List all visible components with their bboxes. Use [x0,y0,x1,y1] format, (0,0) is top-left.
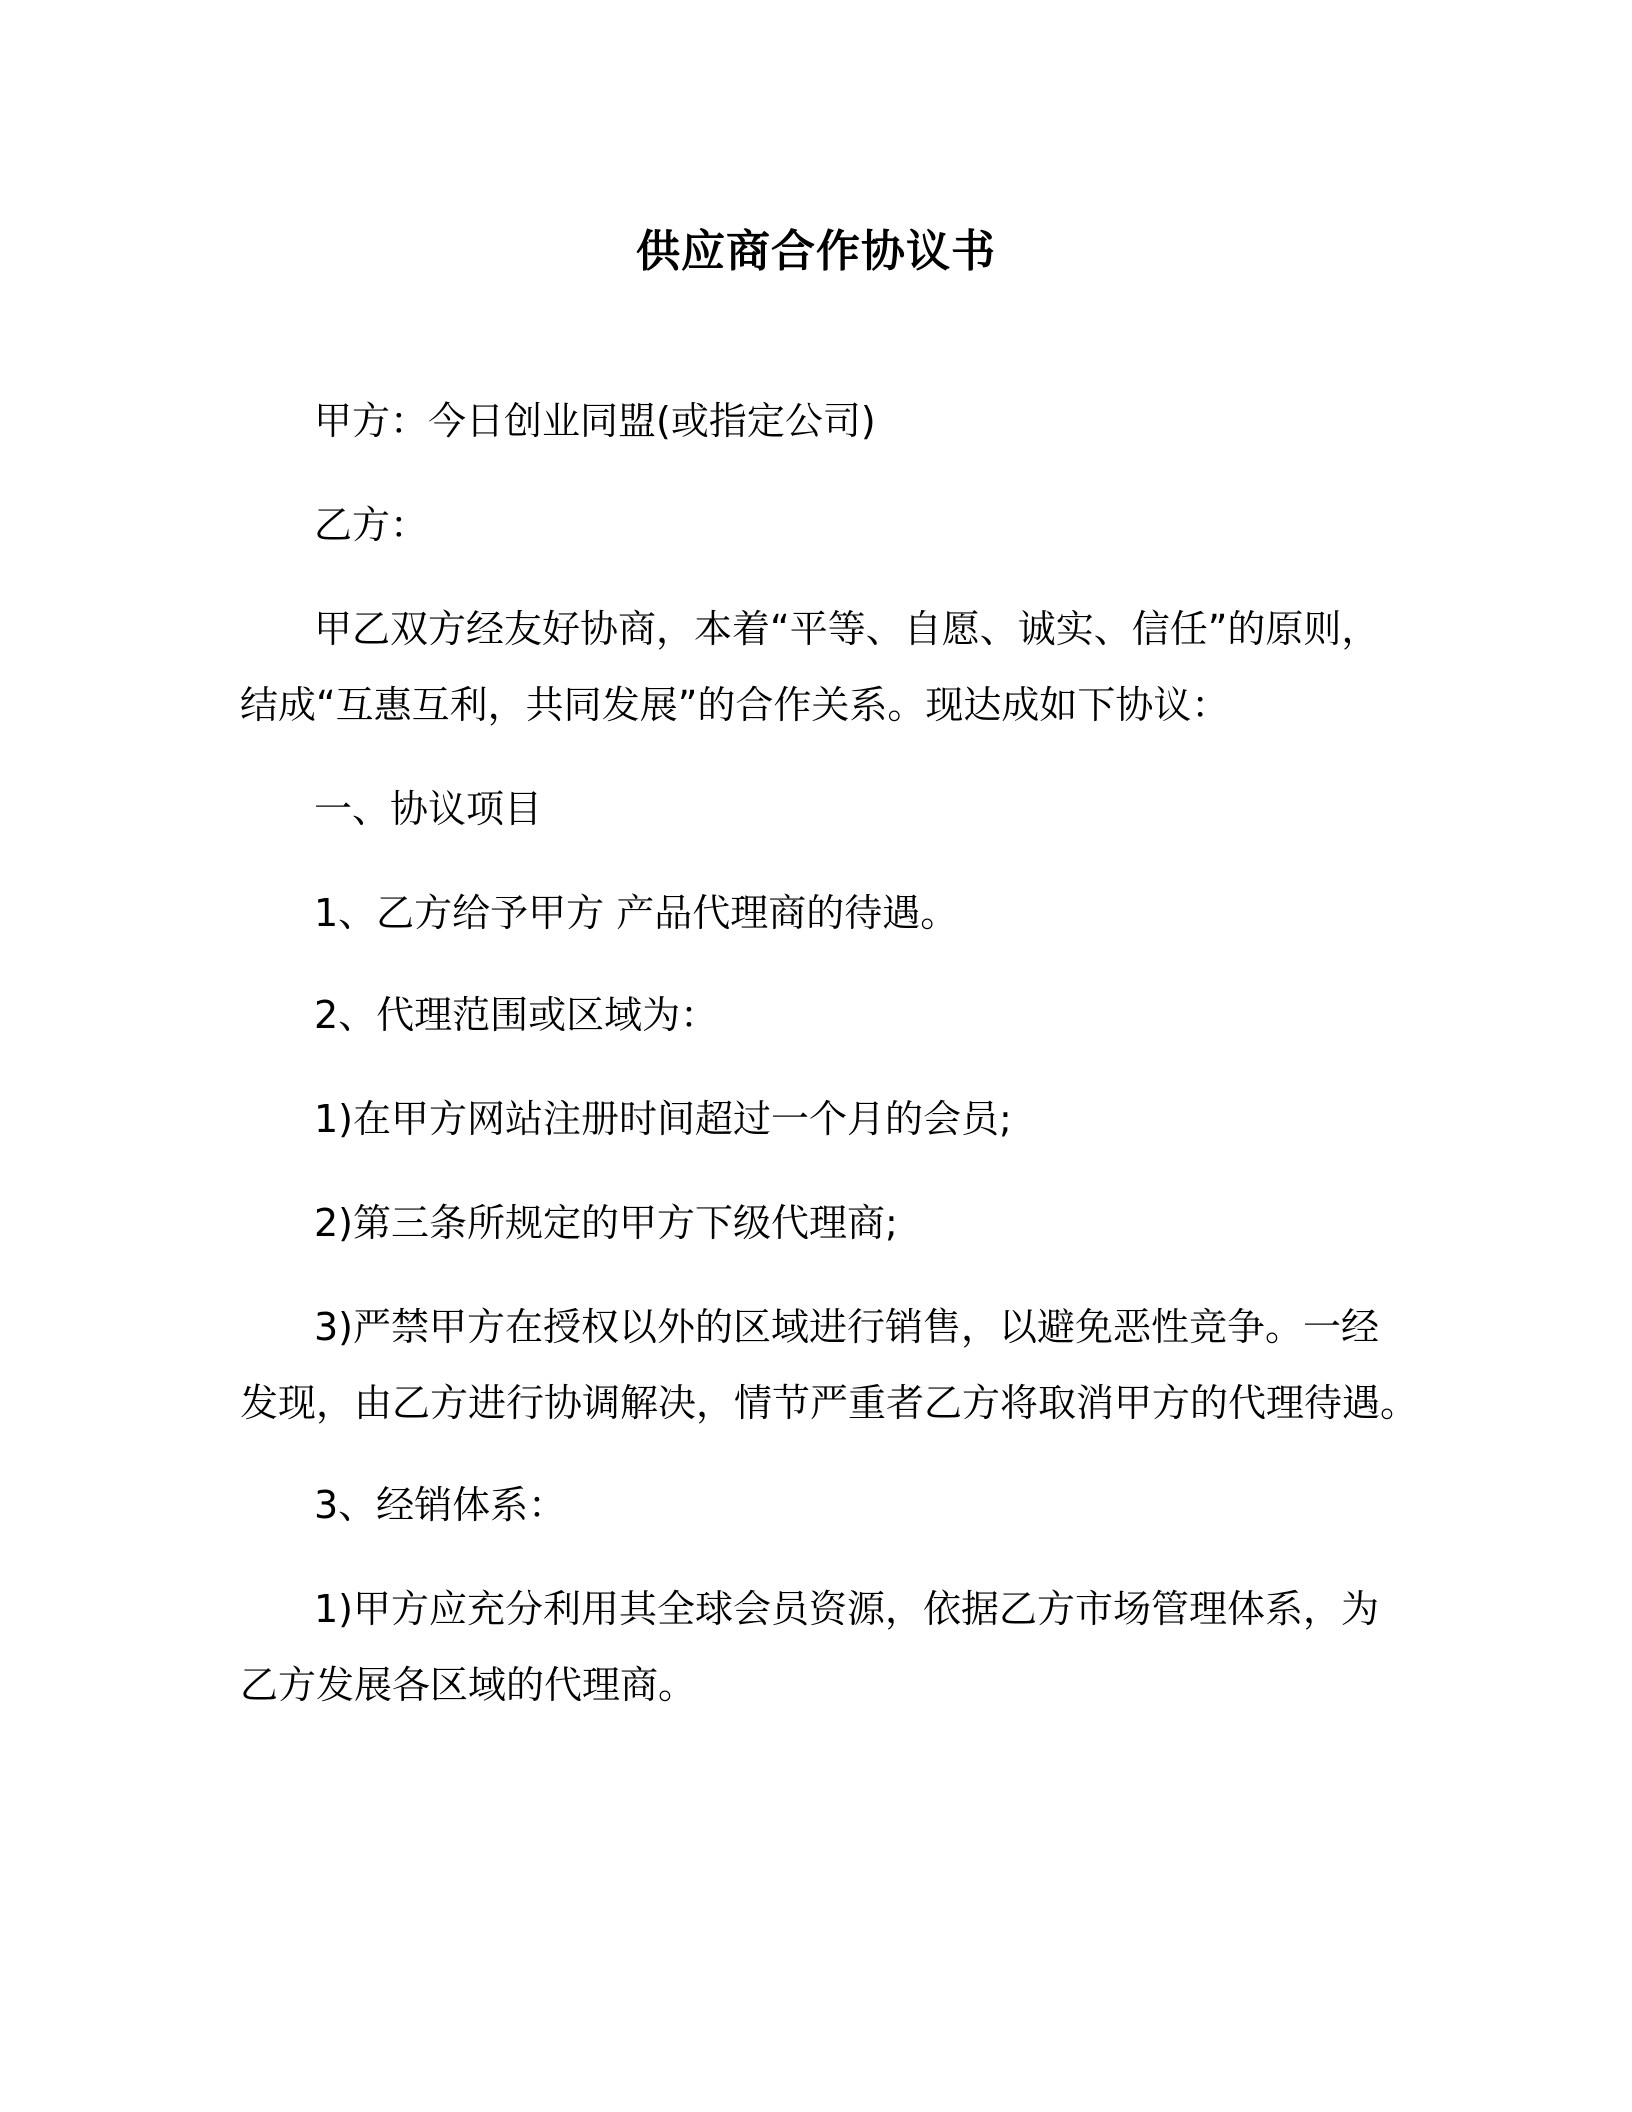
clause-2-item-1: 1)在甲方网站注册时间超过一个月的会员; [314,1097,1012,1141]
party-b-line: 乙方： [314,503,429,547]
clause-2-item-3-line-1: 3)严禁甲方在授权以外的区域进行销售，以避免恶性竞争。一经 [314,1305,1380,1349]
clause-2-item-2: 2)第三条所规定的甲方下级代理商; [314,1201,898,1245]
clause-2: 2、代理范围或区域为： [314,993,719,1037]
clause-3: 3、经销体系： [314,1483,567,1527]
clause-3-item-1-line-2: 乙方发展各区域的代理商。 [240,1663,697,1707]
clause-1: 1、乙方给予甲方 产品代理商的待遇。 [314,891,959,935]
preamble-line-1: 甲乙双方经友好协商，本着“平等、自愿、诚实、信任”的原则， [314,607,1380,651]
document-title: 供应商合作协议书 [636,226,996,277]
clause-2-item-3-line-2: 发现，由乙方进行协调解决，情节严重者乙方将取消甲方的代理待遇。 [240,1381,1419,1425]
clause-3-item-1-line-1: 1)甲方应充分利用其全球会员资源，依据乙方市场管理体系，为 [314,1587,1380,1631]
section-heading-1: 一、协议项目 [314,787,543,831]
preamble-line-2: 结成“互惠互利，共同发展”的合作关系。现达成如下协议： [240,683,1230,727]
party-a-line: 甲方：今日创业同盟(或指定公司) [314,399,876,443]
